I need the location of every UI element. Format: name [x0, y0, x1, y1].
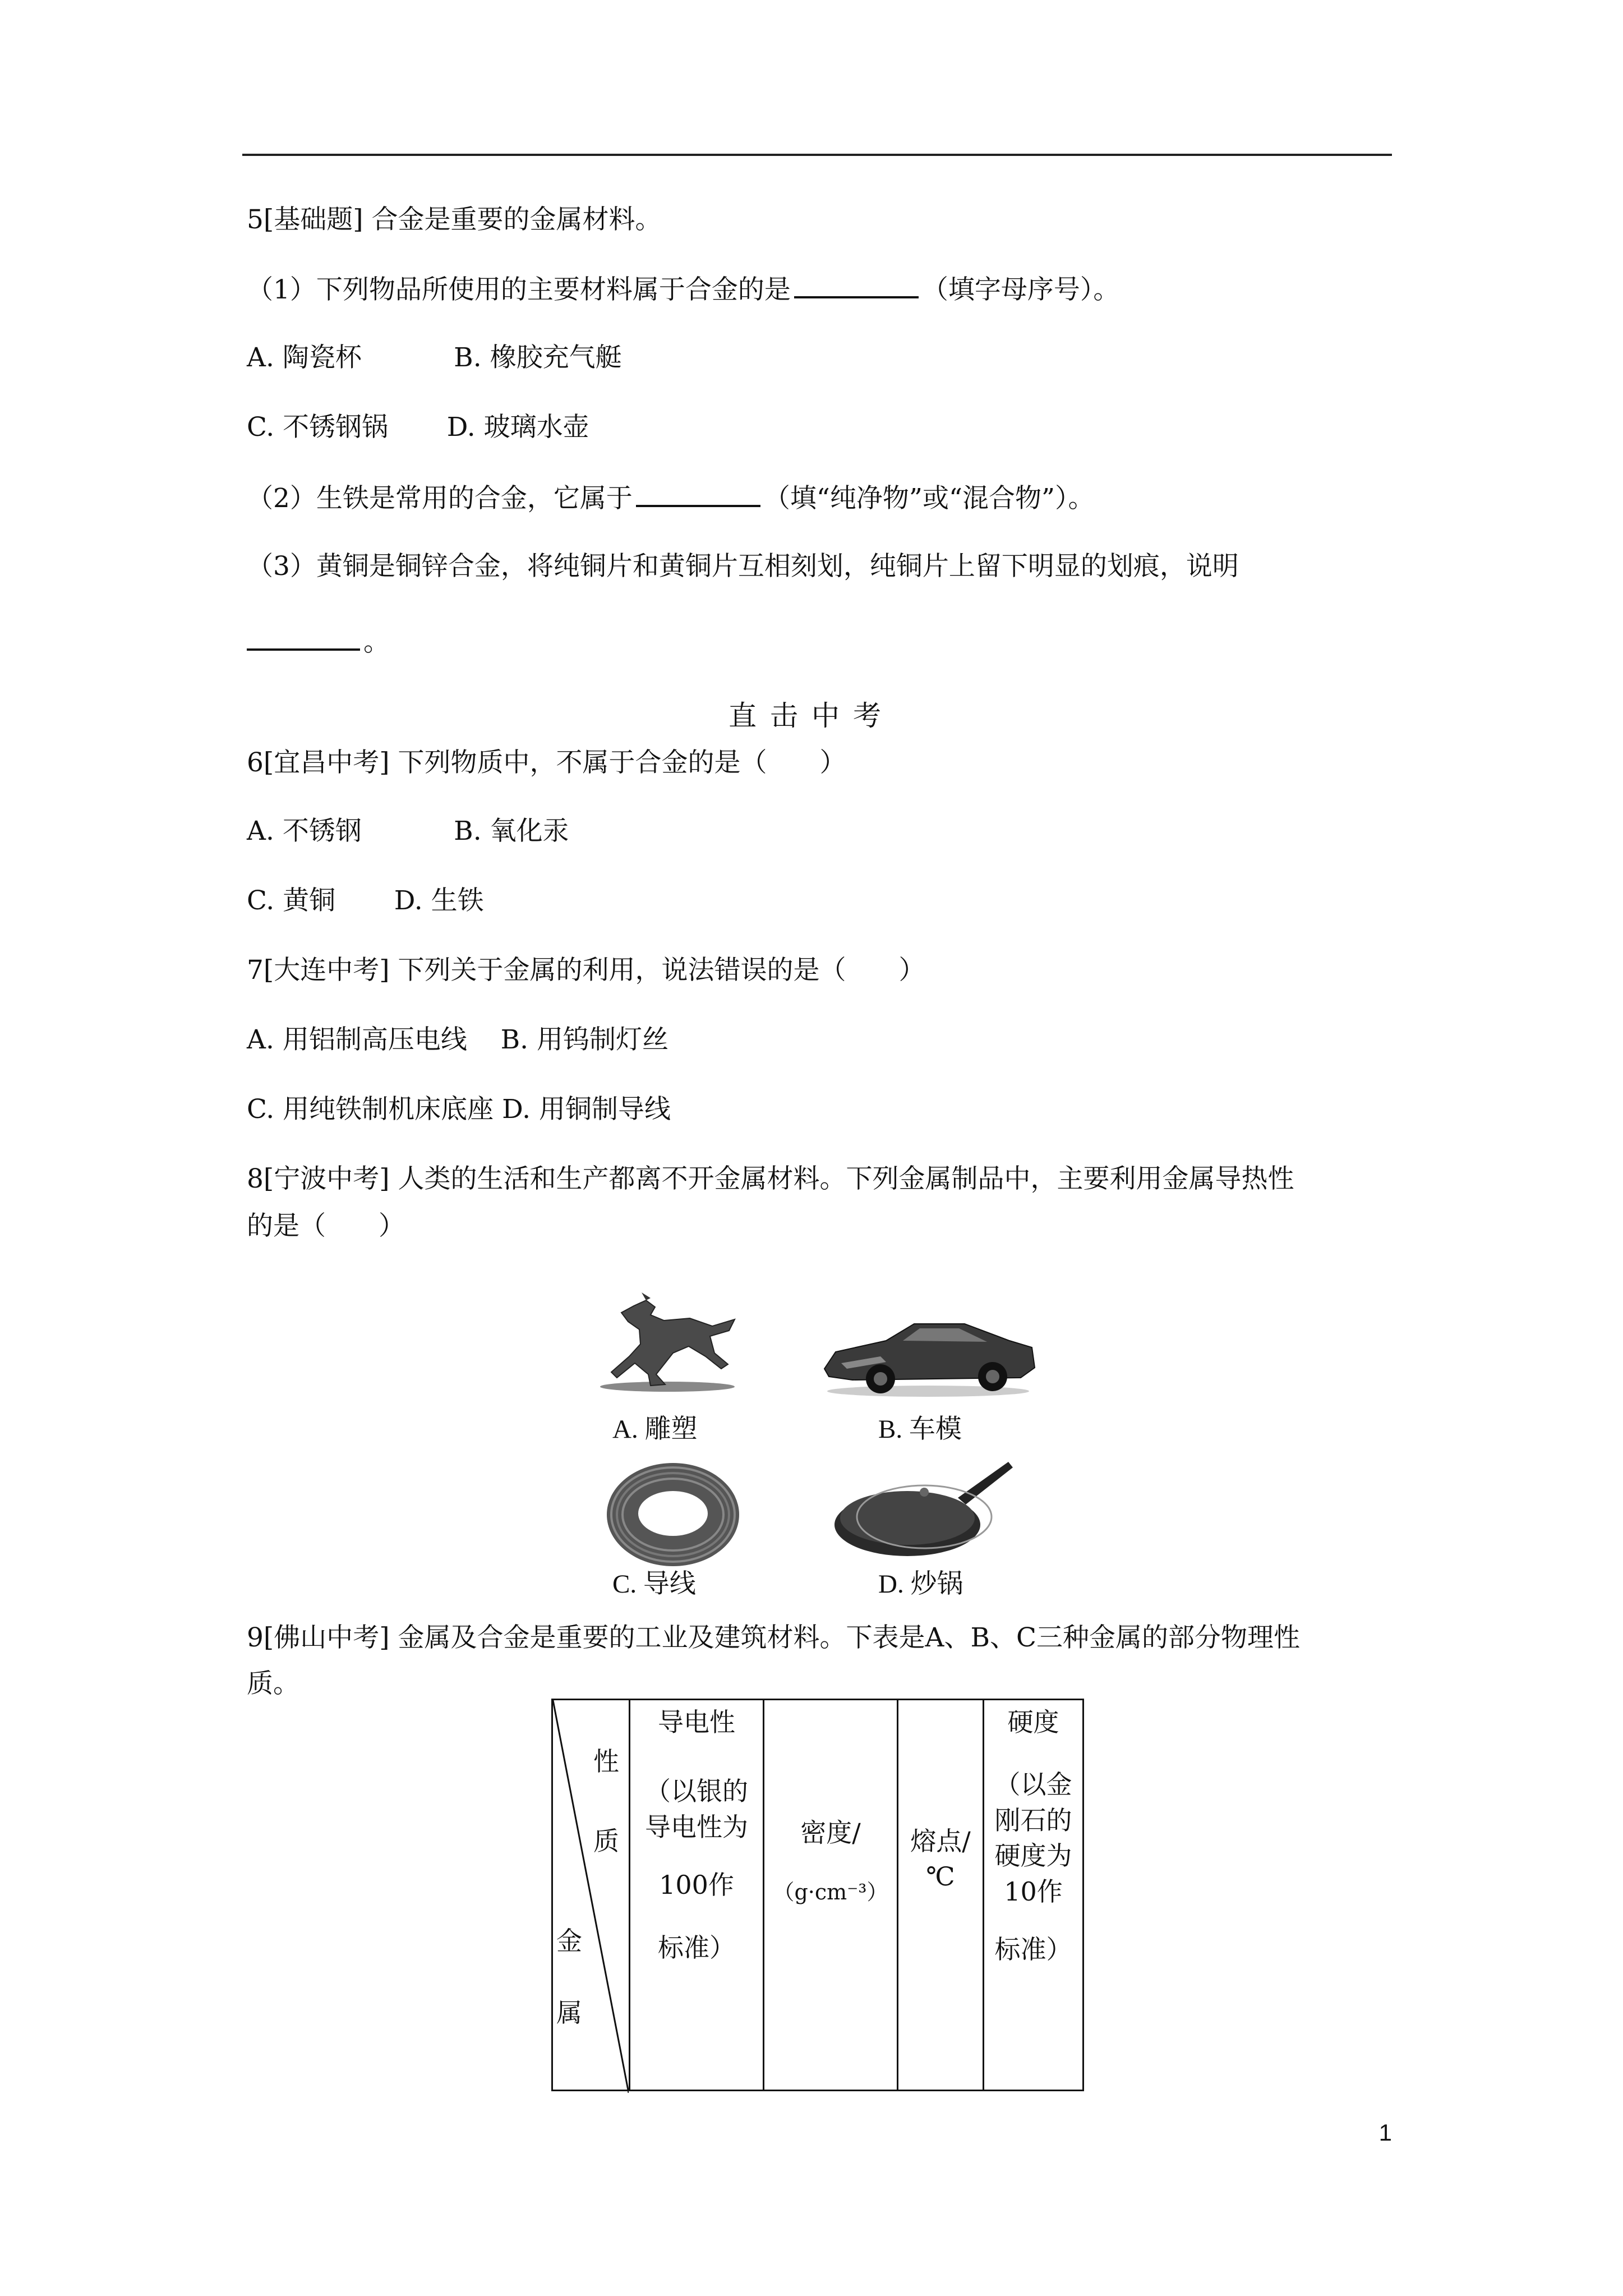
density-header: 密度/ （g·cm⁻³） — [764, 1700, 898, 2091]
table-corner-cell — [552, 1700, 630, 2091]
q6-stem: 6[宜昌中考] 下列物质中，不属于合金的是（ ） — [247, 747, 846, 778]
q7-stem: 7[大连中考] 下列关于金属的利用，说法错误的是（ ） — [247, 955, 925, 986]
frying-pan-image — [829, 1458, 1014, 1565]
q5-options-ab: A. 陶瓷杯 B. 橡胶充气艇 — [247, 342, 622, 373]
melting-point-header: 熔点/ ℃ — [898, 1700, 984, 2091]
section-title: 直击中考 — [728, 700, 895, 732]
q5-part3: （3）黄铜是铜锌合金，将纯铜片和黄铜片互相刻划，纯铜片上留下明显的划痕，说明 — [247, 551, 1239, 582]
q6-options-ab: A. 不锈钢 B. 氧化汞 — [247, 816, 569, 846]
corner-property-label: 性 质 — [593, 1746, 619, 1857]
table-header-row — [552, 1700, 1083, 2091]
q5-part1-text: （1）下列物品所使用的主要材料属于合金的是 — [247, 274, 791, 305]
q8-stem-line1: 8[宁波中考] 人类的生活和生产都离不开金属材料。下列金属制品中，主要利用金属导热性 — [247, 1163, 1294, 1194]
q5-options-cd: C. 不锈钢锅 D. 玻璃水壶 — [247, 412, 589, 443]
q9-stem-line1: 9[佛山中考] 金属及合金是重要的工业及建筑材料。下表是A、B、C三种金属的部分物理性 — [247, 1622, 1300, 1653]
header-rule — [242, 154, 1392, 156]
q7-options-ab: A. 用铝制高压电线 B. 用钨制灯丝 — [247, 1024, 668, 1055]
q5-part3-answer — [247, 624, 390, 659]
q8-stem-line2: 的是（ ） — [247, 1211, 405, 1241]
q5-part3-blank[interactable] — [247, 624, 360, 651]
q5-part2-hint: （填“纯净物”或“混合物”）。 — [763, 483, 1095, 514]
q5-part1 — [247, 272, 1119, 307]
corner-metal-label: 金 属 — [556, 1926, 582, 2028]
q5-part2-blank[interactable] — [636, 480, 760, 507]
q5-part1-blank[interactable] — [794, 272, 919, 298]
conductivity-header: 导电性 （以银的 导电性为 100作 标准） — [630, 1700, 764, 2091]
q5-part1-hint: （填字母序号）。 — [921, 274, 1120, 305]
car-model-image — [819, 1307, 1038, 1402]
page-number: 1 — [1378, 2119, 1392, 2146]
q8-caption-a: A. 雕塑 — [612, 1415, 698, 1444]
q5-part2 — [247, 480, 1095, 516]
q5-part3-period: 。 — [363, 627, 390, 657]
q5-part2-text: （2）生铁是常用的合金，它属于 — [247, 483, 633, 514]
q6-options-cd: C. 黄铜 D. 生铁 — [247, 885, 484, 916]
wire-coil-image — [603, 1458, 743, 1571]
q7-options-cd: C. 用纯铁制机床底座 D. 用铜制导线 — [247, 1094, 671, 1125]
q8-caption-b: B. 车模 — [878, 1415, 962, 1444]
horse-sculpture-image — [594, 1290, 746, 1397]
q8-caption-c: C. 导线 — [612, 1570, 696, 1599]
q9-stem-line2: 质。 — [247, 1668, 299, 1699]
q5-stem: 5[基础题] 合金是重要的金属材料。 — [247, 204, 662, 235]
q8-caption-d: D. 炒锅 — [878, 1570, 963, 1599]
hardness-header: 硬度 （以金 刚石的 硬度为 10作 标准） — [984, 1700, 1083, 2091]
properties-table — [551, 1699, 1084, 2091]
